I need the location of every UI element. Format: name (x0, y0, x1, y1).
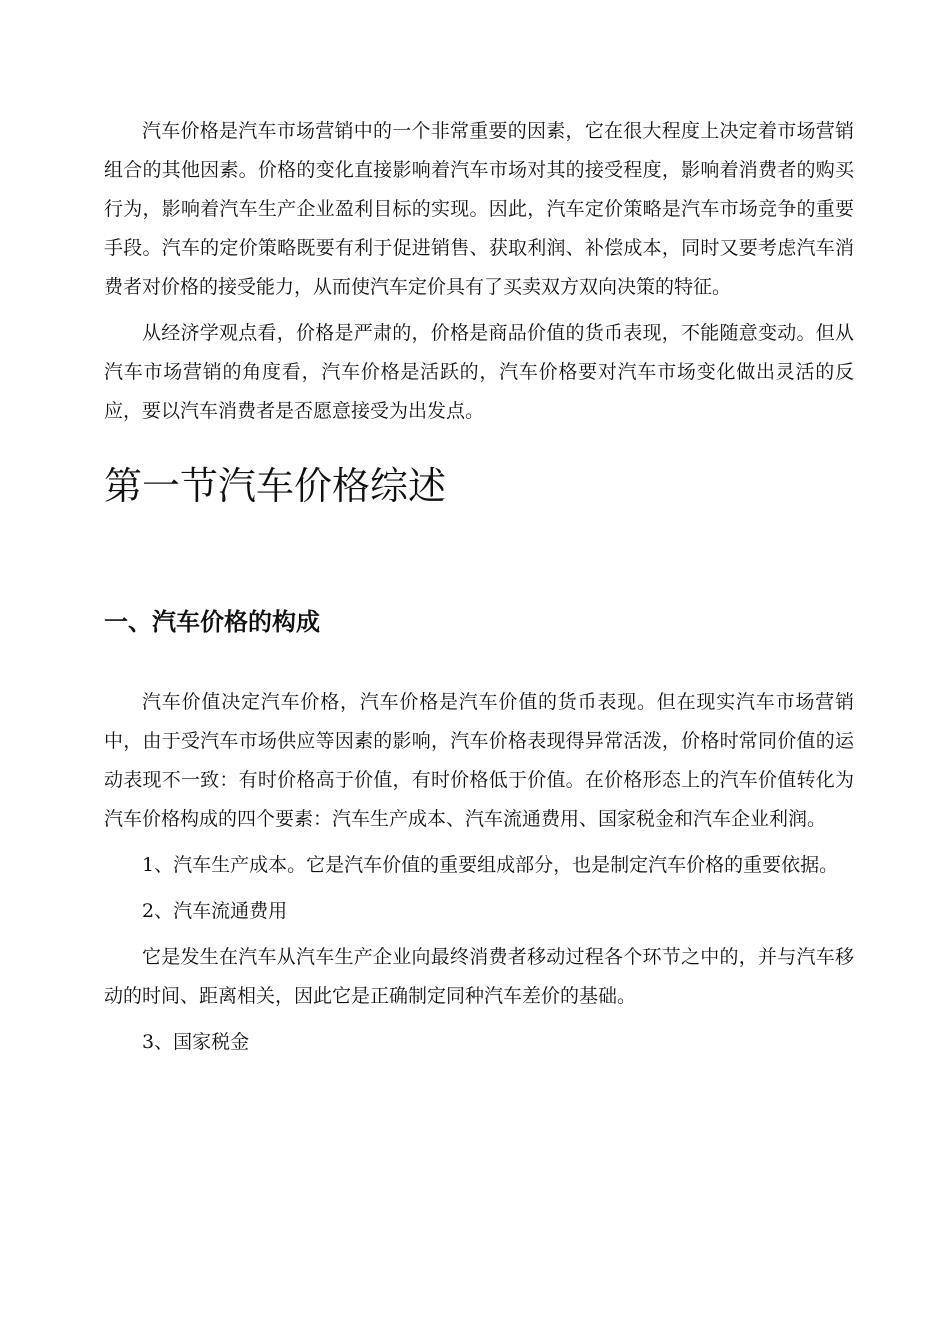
document-page (104, 112, 854, 1069)
intro-paragraph-2: 从经济学观点看，价格是严肃的，价格是商品价值的货币表现，不能随意变动。但从汽车市场营销的角度看，汽车价格是活跃的，汽车价格要对汽车市场变化做出灵活的反应，要以汽车消费者是否愿意接受为出发点。 (104, 322, 854, 422)
item-3-title: 3、国家税金 (142, 1031, 250, 1053)
subsection-paragraph-1: 汽车价值决定汽车价格，汽车价格是汽车价值的货币表现。但在现实汽车市场营销中，由于受汽车市场供应等因素的影响，汽车价格表现得异常活泼，价格时常同价值的运动表现不一致：有时价格高于价值，有时价格低于价值。在价格形态上的汽车价值转化为汽车价格构成的四个要素：汽车生产成本、汽车流通费用、国家税金和汽车企业利润。 (104, 691, 854, 830)
section-title: 第一节汽车价格综述 (104, 464, 447, 508)
subsection-title: 一、汽车价格的构成 (104, 608, 320, 636)
item-1-paragraph: 1、汽车生产成本。它是汽车价值的重要组成部分，也是制定汽车价格的重要依据。 (142, 854, 839, 876)
item-2-paragraph: 它是发生在汽车从汽车生产企业向最终消费者移动过程各个环节之中的，并与汽车移动的时间、距离相关，因此它是正确制定同种汽车差价的基础。 (104, 946, 854, 1007)
item-2-title: 2、汽车流通费用 (142, 900, 288, 922)
intro-paragraph-1: 汽车价格是汽车市场营销中的一个非常重要的因素，它在很大程度上决定着市场营销组合的其他因素。价格的变化直接影响着汽车市场对其的接受程度，影响着消费者的购买行为，影响着汽车生产企业盈利目标的实现。因此，汽车定价策略是汽车市场竞争的重要手段。汽车的定价策略既要有利于促进销售、获取利润、补偿成本，同时又要考虑汽车消费者对价格的接受能力，从而使汽车定价具有了买卖双方双向决策的特征。 (104, 120, 854, 298)
